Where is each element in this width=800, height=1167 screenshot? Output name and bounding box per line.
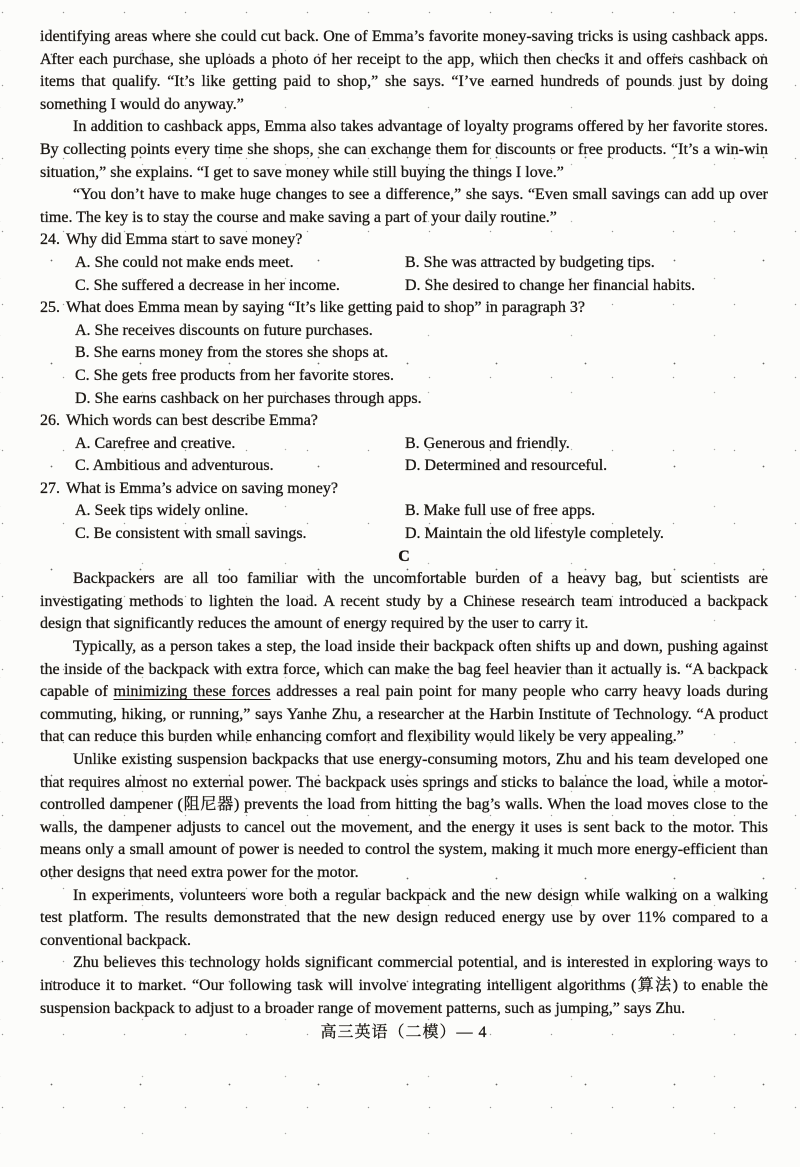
option-row [75, 433, 768, 456]
passage-b-paragraph-continued: identifying areas where she could cut back. One of Emma’s favorite money-saving tricks is using cashback apps. After each purchase, she uploads a photo of her receipt to the app, which then checks it and offers cashback on items that qualify. “It’s like getting paid to shop,” she says. “I’ve earned hundreds of pounds just by doing something I would do anyway.” [40, 28, 768, 113]
option-row [75, 455, 768, 478]
question-27 [40, 478, 768, 546]
question-25-option-a: A. She receives discounts on future purchases. [75, 321, 373, 339]
question-27-stem [40, 478, 768, 501]
question-27-option-b: B. Make full use of free apps. [405, 502, 596, 520]
passage-c-paragraph-5: Zhu believes this technology holds significant commercial potential, and is interested in exploring ways to introduce it to market. “Our following task will involve integrating intelligent algorithms (算法) to enable the suspension backpack to adjust to a broader range of movement patterns, such as jumping,” says Zhu. [40, 954, 768, 1017]
question-24-option-d: D. She desired to change her financial habits. [405, 276, 696, 294]
question-25-option-b: B. She earns money from the stores she shops at. [75, 344, 389, 362]
question-25-option-d: D. She earns cashback on her purchases through apps. [75, 389, 422, 407]
option-row [75, 500, 768, 523]
question-24-option-b: B. She was attracted by budgeting tips. [405, 253, 655, 271]
question-26-option-a: A. Carefree and creative. [75, 434, 236, 452]
question-26-option-b: B. Generous and friendly. [405, 434, 570, 452]
question-27-option-c: C. Be consistent with small savings. [75, 525, 307, 543]
passage-c-paragraph-3: Unlike existing suspension backpacks that use energy-consuming motors, Zhu and his team developed one that requires almost no external power. The backpack uses springs and sticks to balance the load, while a motor-controlled dampener (阻尼器) prevents the load from hitting the bag’s walls. When the load moves close to the walls, the dampener adjusts to cancel out the movement, and the energy it uses is sent back to the motor. This means only a small amount of power is needed to control the system, making it much more energy-efficient than other designs that need extra power for the motor. [40, 751, 768, 881]
option-row [75, 523, 768, 546]
question-24-option-a: A. She could not make ends meet. [75, 253, 294, 271]
question-26-option-c: C. Ambitious and adventurous. [75, 457, 274, 475]
question-25-option-c: C. She gets free products from her favorite stores. [75, 366, 395, 384]
question-27-option-a: A. Seek tips widely online. [75, 502, 249, 520]
passage-c-paragraph-1: Backpackers are all too familiar with the uncomfortable burden of a heavy bag, but scientists are investigating methods to lighten the load. A recent study by a Chinese research team introduced a backpack design that significantly reduces the amount of energy required by the user to carry it. [40, 570, 768, 633]
question-26-option-d: D. Determined and resourceful. [405, 457, 608, 475]
passage-b-paragraph: In addition to cashback apps, Emma also takes advantage of loyalty programs offered by her favorite stores. By collecting points every time she shops, she can exchange them for discounts or free products. “It’s a win-win situation,” she explains. “I get to save money while still buying the things I love.” [40, 118, 768, 181]
question-24-option-c: C. She suffered a decrease in her income. [75, 276, 340, 294]
question-number: 24. [40, 231, 60, 249]
underlined-phrase: minimizing these forces [113, 683, 271, 701]
question-27-option-d: D. Maintain the old lifestyle completely. [405, 525, 664, 543]
question-stem-text: Why did Emma start to save money? [66, 231, 303, 249]
question-24 [40, 229, 768, 297]
question-number: 27. [40, 479, 60, 497]
paragraph-text: Typically, as a person takes a step, the load inside their backpack often shifts up and down, pushing against the inside of the backpack with extra force, which can make the bag feel heavier than it actually is. “A backpack capable of [40, 638, 768, 701]
question-25-stem [40, 297, 768, 320]
passage-c-paragraph-4: In experiments, volunteers wore both a regular backpack and the new design while walking on a walking test platform. The results demonstrated that the new design reduced energy use by over 11% compared to a conventional backpack. [40, 886, 768, 949]
question-stem-text: Which words can best describe Emma? [66, 412, 318, 430]
passage-c-paragraph-2 [40, 636, 768, 749]
page-footer-label: 高三英语（二模）— 4 [320, 1024, 488, 1042]
question-stem-text: What does Emma mean by saying “It’s like getting paid to shop” in paragraph 3? [66, 299, 585, 317]
question-26-stem [40, 410, 768, 433]
passage-b-paragraph: “You don’t have to make huge changes to see a difference,” she says. “Even small savings can add up over time. The key is to stay the course and make saving a part of your daily routine.” [40, 186, 768, 226]
option-row [75, 252, 768, 275]
question-number: 26. [40, 412, 60, 430]
section-c-header: C [398, 547, 410, 565]
question-number: 25. [40, 299, 60, 317]
option-row [75, 275, 768, 298]
question-24-stem [40, 229, 768, 252]
question-26 [40, 410, 768, 478]
question-stem-text: What is Emma’s advice on saving money? [66, 479, 338, 497]
question-25 [40, 297, 768, 410]
paragraph-text: addresses a real pain point for many people who carry heavy loads during commuting, hiking, or running,” says Yanhe Zhu, a researcher at the Harbin Institute of Technology. “A product that can reduce this burden while enhancing comfort and flexibility would likely be very appealing.” [40, 683, 769, 746]
